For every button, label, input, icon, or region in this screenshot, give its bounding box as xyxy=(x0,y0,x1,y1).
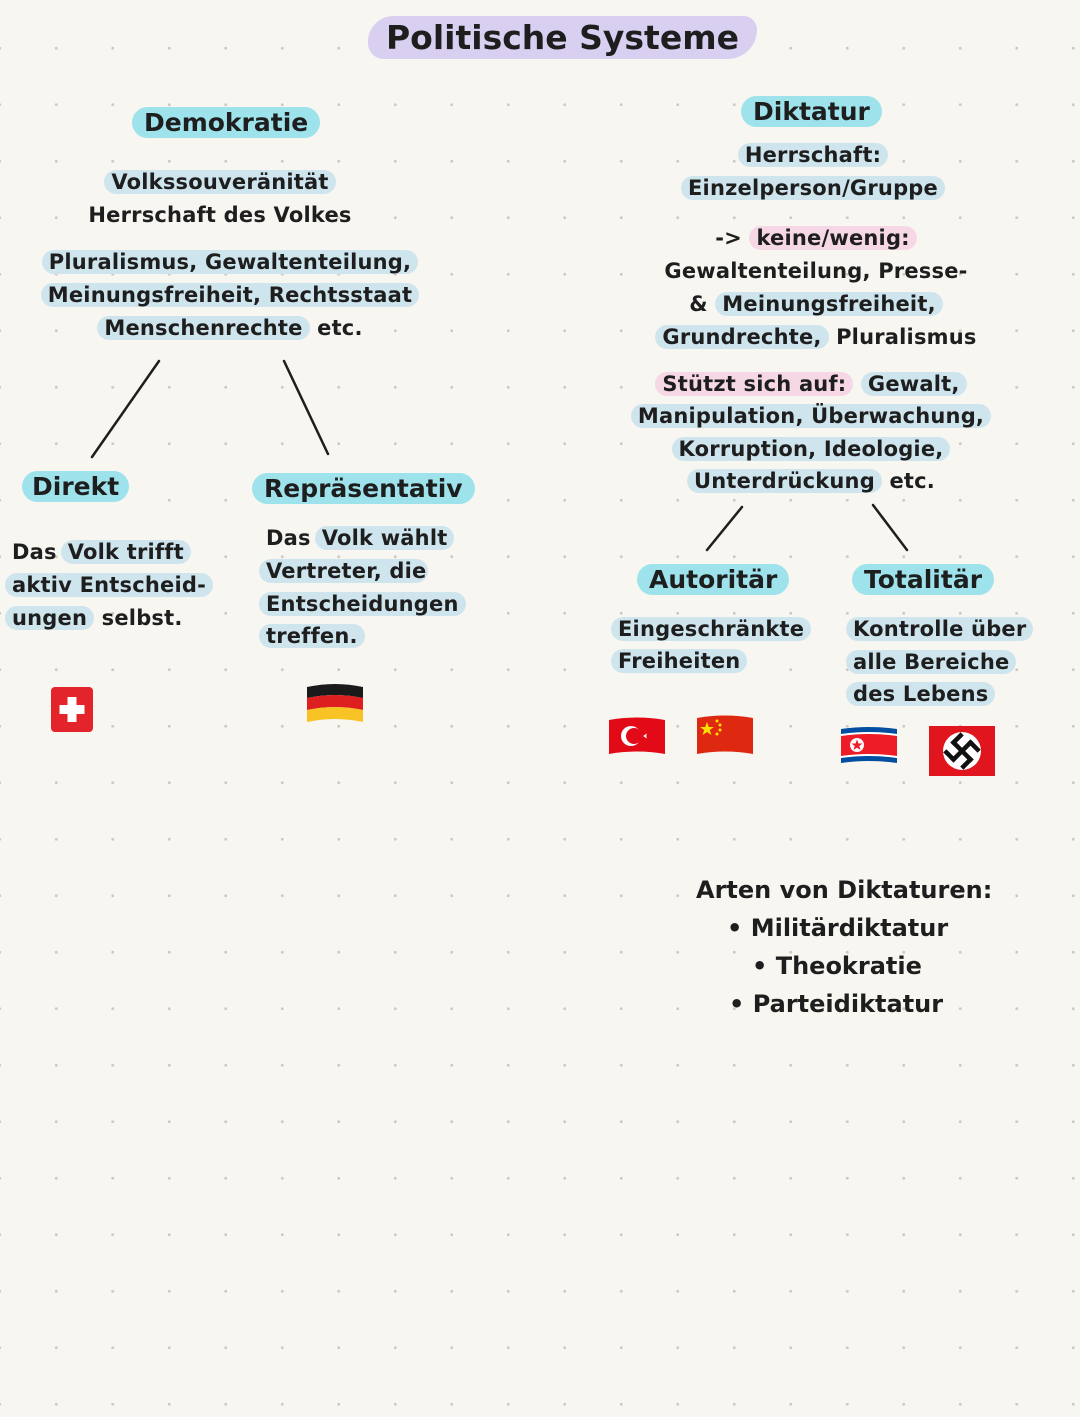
totalitaer-bereiche: alle Bereiche xyxy=(846,650,1016,674)
line-demokratie-direkt xyxy=(92,361,159,457)
autoritaer-heading-wrap xyxy=(637,565,789,594)
demokratie-text-3 xyxy=(20,246,440,279)
repraesentativ-text-3 xyxy=(259,588,466,621)
demokratie-heading: Demokratie xyxy=(132,107,320,138)
arten-item xyxy=(752,948,922,984)
diktatur-text-2 xyxy=(613,172,1013,205)
diktatur-heading: Diktatur xyxy=(741,96,882,127)
diktatur-gewaltenteilung: Gewaltenteilung, Presse- xyxy=(664,259,968,283)
autoritaer-text-1 xyxy=(611,613,811,646)
repraesentativ-heading: Repräsentativ xyxy=(252,473,475,504)
totalitaer-lebens: des Lebens xyxy=(846,682,995,706)
diktatur-text-3 xyxy=(616,222,1016,255)
repraesentativ-vertreter: Vertreter, die xyxy=(259,559,428,583)
repraesentativ-treffen: treffen. xyxy=(259,624,365,648)
repraesentativ-text-2 xyxy=(259,555,428,588)
totalitaer-heading-wrap xyxy=(852,565,994,594)
repraesentativ-das: Das xyxy=(266,526,311,550)
diktatur-text-4 xyxy=(616,255,1016,288)
germany-flag-icon xyxy=(305,682,365,727)
diktatur-meinungsfreiheit: Meinungsfreiheit, xyxy=(715,292,942,316)
diktatur-text-8 xyxy=(611,400,1011,433)
arten-item-label: Parteidiktatur xyxy=(752,990,944,1018)
autoritaer-freiheiten: Freiheiten xyxy=(611,649,747,673)
china-flag-icon xyxy=(695,714,755,758)
autoritaer-text-2 xyxy=(611,645,747,678)
repraesentativ-text-4 xyxy=(259,620,365,653)
bullet-icon: • xyxy=(729,990,753,1018)
demokratie-text-4 xyxy=(20,279,440,312)
diktatur-text-9 xyxy=(611,433,1011,466)
diktatur-manipulation: Manipulation, Überwachung, xyxy=(631,404,991,428)
arten-heading: Arten von Diktaturen: xyxy=(696,876,993,904)
diktatur-text-10 xyxy=(611,465,1011,498)
diktatur-text-6 xyxy=(616,321,1016,354)
diktatur-text-5 xyxy=(616,288,1016,321)
diktatur-arrow: -> xyxy=(715,226,742,250)
nazi-germany-flag-icon xyxy=(928,725,996,777)
diktatur-text-7 xyxy=(611,368,1011,401)
repraesentativ-text-1 xyxy=(266,522,454,555)
repraesentativ-volk-waehlt: Volk wählt xyxy=(315,526,455,550)
arten-item xyxy=(727,910,948,946)
herrschaft-des-volkes: Herrschaft des Volkes xyxy=(88,203,352,227)
direkt-text-2 xyxy=(5,569,213,602)
demokratie-text-5 xyxy=(20,312,440,345)
totalitaer-heading: Totalitär xyxy=(852,564,994,595)
demokratie-merkmale-1: Pluralismus, Gewaltenteilung, xyxy=(42,250,418,274)
totalitaer-text-2 xyxy=(846,646,1016,679)
diktatur-unterdrueckung: Unterdrückung xyxy=(687,469,882,493)
diktatur-gewalt: Gewalt, xyxy=(861,372,967,396)
diktatur-etc: etc. xyxy=(889,469,935,493)
direkt-aktiv: aktiv Entscheid- xyxy=(5,573,213,597)
autoritaer-heading: Autoritär xyxy=(637,564,789,595)
arten-item xyxy=(729,986,943,1022)
demokratie-merkmale-2: Meinungsfreiheit, Rechtsstaat xyxy=(41,283,419,307)
totalitaer-text-3 xyxy=(846,678,995,711)
direkt-ungen: ungen xyxy=(5,606,94,630)
diktatur-pluralismus: Pluralismus xyxy=(836,325,977,349)
bullet-icon: • xyxy=(727,914,751,942)
direkt-das: Das xyxy=(12,540,57,564)
diktatur-keine-wenig: keine/wenig: xyxy=(749,226,916,250)
direkt-text-3 xyxy=(5,602,183,635)
direkt-heading: Direkt xyxy=(22,471,129,502)
demokratie-text-2 xyxy=(20,199,420,232)
repraesentativ-heading-wrap xyxy=(252,474,475,503)
totalitaer-kontrolle: Kontrolle über xyxy=(846,617,1033,641)
diktatur-ampersand: & xyxy=(689,292,708,316)
diktatur-grundrechte: Grundrechte, xyxy=(655,325,828,349)
line-demokratie-repraesentativ xyxy=(284,361,328,454)
demokratie-text-1 xyxy=(20,166,420,199)
stuetzt-sich-auf: Stützt sich auf: xyxy=(655,372,853,396)
totalitaer-text-1 xyxy=(846,613,1033,646)
diktatur-korruption: Korruption, Ideologie, xyxy=(672,437,951,461)
direkt-volk-trifft: Volk trifft xyxy=(61,540,191,564)
arten-item-label: Militärdiktatur xyxy=(750,914,949,942)
line-diktatur-totalitaer xyxy=(873,505,907,550)
menschenrechte: Menschenrechte xyxy=(97,316,309,340)
line-diktatur-autoritaer xyxy=(707,507,742,550)
bullet-icon: • xyxy=(752,952,776,980)
diktatur-text-1 xyxy=(613,139,1013,172)
switzerland-flag-icon xyxy=(50,686,94,733)
diktatur-herrschaft: Herrschaft: xyxy=(738,143,888,167)
page-title: Politische Systeme xyxy=(368,16,757,59)
arten-item-label: Theokratie xyxy=(775,952,922,980)
diktatur-einzelperson: Einzelperson/Gruppe xyxy=(681,176,945,200)
turkey-flag-icon xyxy=(607,716,667,758)
volkssouveraenitaet: Volkssouveränität xyxy=(104,170,335,194)
demokratie-etc: etc. xyxy=(317,316,363,340)
diktatur-heading-wrap xyxy=(741,97,882,126)
demokratie-heading-wrap xyxy=(132,108,320,137)
direkt-selbst: selbst. xyxy=(101,606,183,630)
north-korea-flag-icon xyxy=(839,725,899,767)
autoritaer-eingeschraenkte: Eingeschränkte xyxy=(611,617,811,641)
direkt-heading-wrap xyxy=(22,472,129,501)
repraesentativ-entscheidungen: Entscheidungen xyxy=(259,592,466,616)
direkt-text-1 xyxy=(12,536,191,569)
